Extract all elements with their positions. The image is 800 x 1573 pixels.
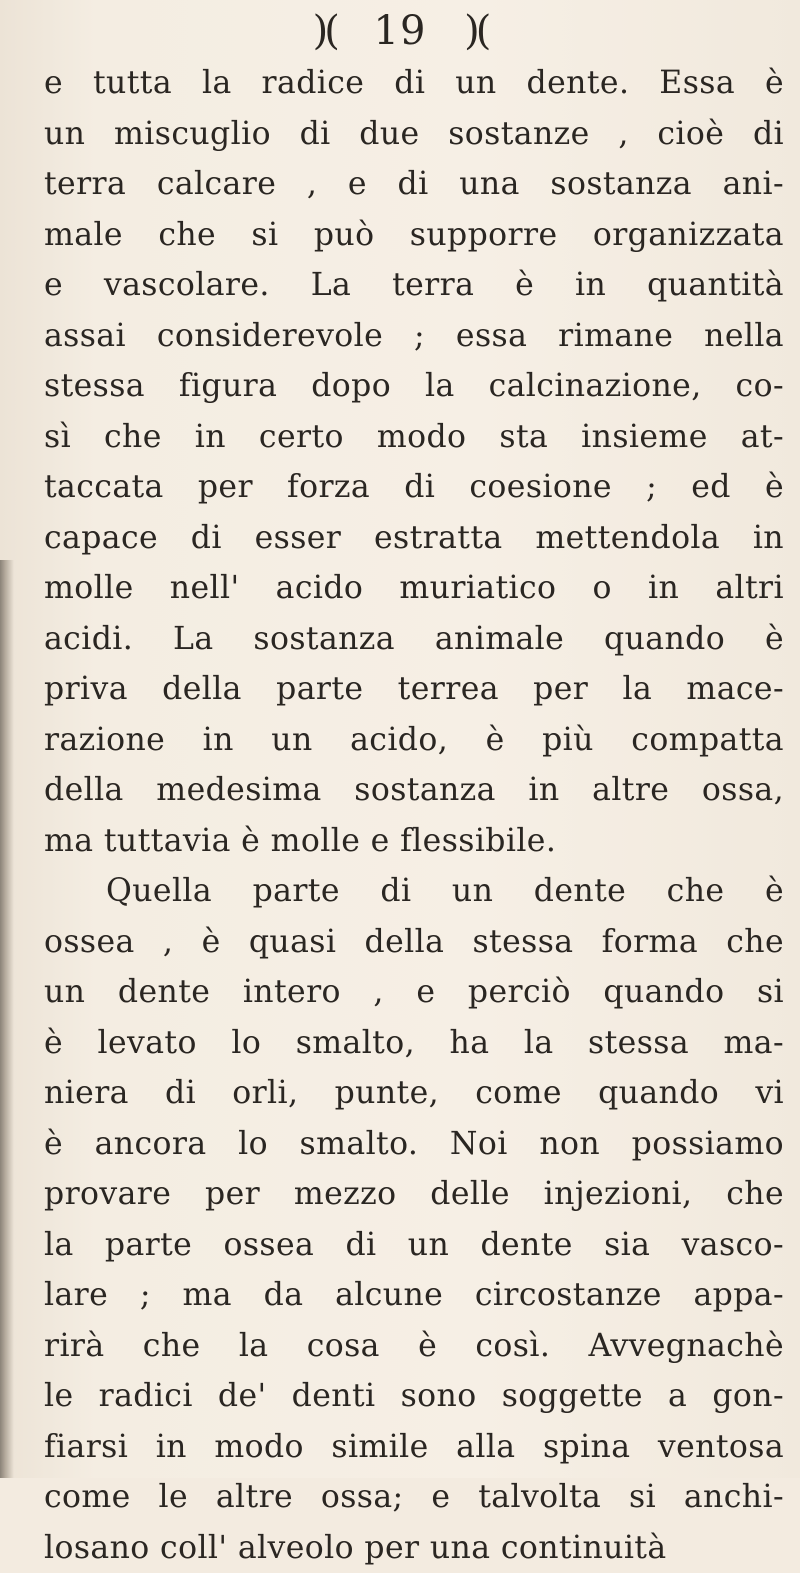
text-line: lare ; ma da alcune circostanze appa- [44, 1270, 784, 1321]
text-line: provare per mezzo delle injezioni, che [44, 1169, 784, 1220]
text-line: razione in un acido, è più compatta [44, 715, 784, 766]
text-line: acidi. La sostanza animale quando è [44, 614, 784, 665]
text-line: rirà che la cosa è così. Avvegnachè [44, 1321, 784, 1372]
header-ornament-left: )( [313, 8, 336, 54]
page-header [0, 8, 800, 54]
text-line: un dente intero , e perciò quando si [44, 967, 784, 1018]
text-line: molle nell' acido muriatico o in altri [44, 563, 784, 614]
binding-shadow [0, 560, 14, 1478]
text-line: ossea , è quasi della stessa forma che [44, 917, 784, 968]
text-line: la parte ossea di un dente sia vasco- [44, 1220, 784, 1271]
text-line: le radici de' denti sono soggette a gon- [44, 1371, 784, 1422]
text-line: capace di esser estratta mettendola in [44, 513, 784, 564]
text-line: fiarsi in modo simile alla spina ventosa [44, 1422, 784, 1473]
text-line: della medesima sostanza in altre ossa, [44, 765, 784, 816]
text-line: taccata per forza di coesione ; ed è [44, 462, 784, 513]
text-line: è levato lo smalto, ha la stessa ma- [44, 1018, 784, 1069]
text-line: assai considerevole ; essa rimane nella [44, 311, 784, 362]
text-line: un miscuglio di due sostanze , cioè di [44, 109, 784, 160]
paragraph-start-line: Quella parte di un dente che è [44, 866, 784, 917]
page-number: 19 [374, 8, 427, 54]
paragraph-end-line: ma tuttavia è molle e flessibile. [44, 816, 784, 867]
text-line: niera di orli, punte, come quando vi [44, 1068, 784, 1119]
text-line: è ancora lo smalto. Noi non possiamo [44, 1119, 784, 1170]
text-line: sì che in certo modo sta insieme at- [44, 412, 784, 463]
header-ornament-right: )( [464, 8, 487, 54]
body-text [44, 58, 784, 1573]
text-line: priva della parte terrea per la mace- [44, 664, 784, 715]
text-line: stessa figura dopo la calcinazione, co- [44, 361, 784, 412]
text-line: come le altre ossa; e talvolta si anchi- [44, 1472, 784, 1523]
text-line: terra calcare , e di una sostanza ani- [44, 159, 784, 210]
text-line: male che si può supporre organizzata [44, 210, 784, 261]
text-line: e vascolare. La terra è in quantità [44, 260, 784, 311]
text-line: losano coll' alveolo per una continuità [44, 1523, 784, 1573]
text-line: e tutta la radice di un dente. Essa è [44, 58, 784, 109]
